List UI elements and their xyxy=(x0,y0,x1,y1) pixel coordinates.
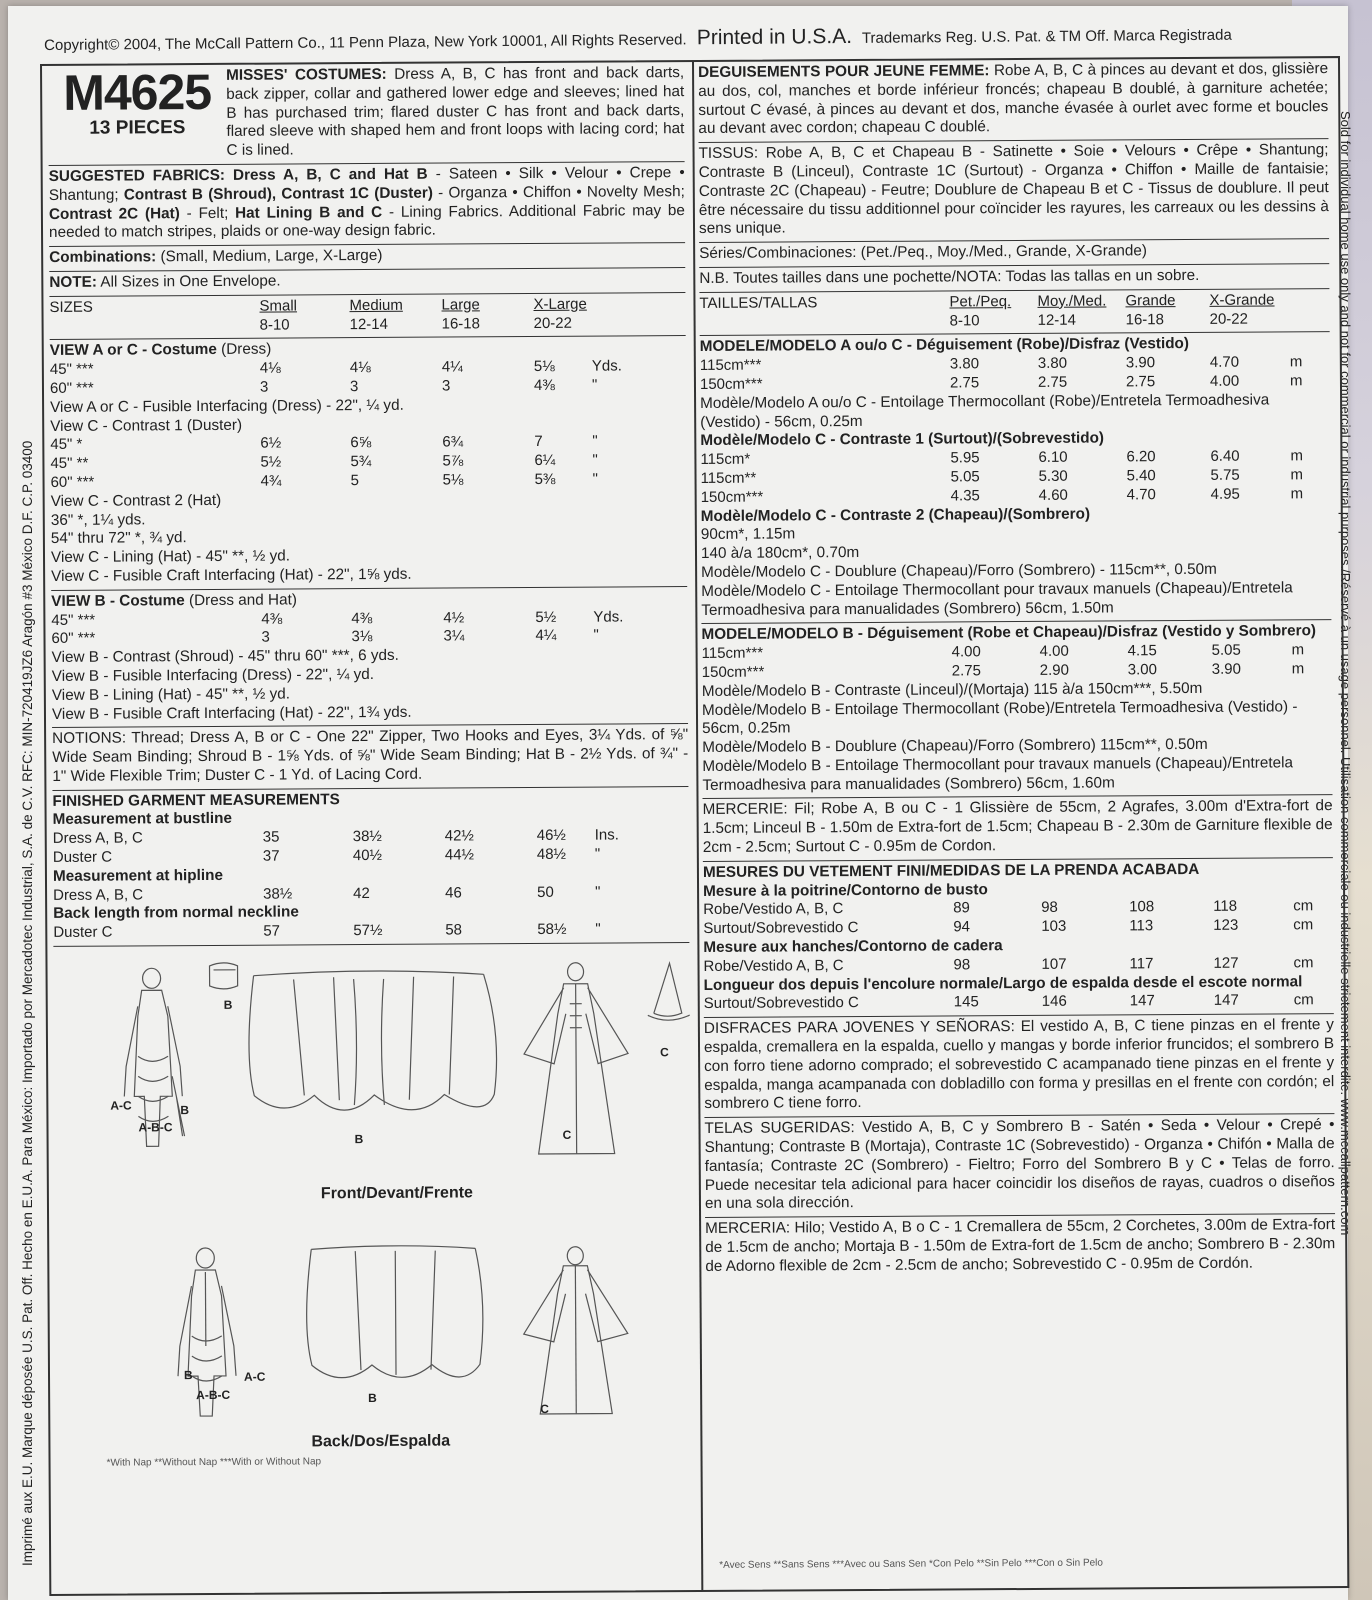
cell: 4.70 xyxy=(1126,485,1156,504)
fr-model-c-craft-interfacing: Modèle/Modelo C - Entoilage Thermocollant pour travaux manuels (Chapeau)/Entretela Termoadhesiva para manualidades (Sombrero) 56cm, 1.50m xyxy=(701,579,1293,619)
sizes-header xyxy=(49,293,685,340)
cell: 6.20 xyxy=(1126,448,1156,466)
fabrics-text: - Felt; xyxy=(179,204,236,222)
cell: 147 xyxy=(1213,992,1239,1010)
fr-model-c-contrast2-a: 90cm*, 1.15m xyxy=(700,525,796,544)
fr-model-c-contrast2-b: 140 à/a 180cm*, 0.70m xyxy=(700,544,860,563)
fr-model-b-lining: Modèle/Modelo B - Doublure (Chapeau)/Forro (Sombrero) 115cm**, 0.50m xyxy=(702,735,1208,757)
cell: 4⅜ xyxy=(533,376,555,394)
cell: 6¾ xyxy=(442,433,464,451)
cell: 2.75 xyxy=(949,374,980,392)
es-merceria: MERCERIA: Hilo; Vestido A, B o C - 1 Cremallera de 55cm, 2 Corchetes, 3.00m de Extra-fort de 1.5cm de ancho; Mortaja B - 1.50m de Extra-fort de 1.5cm de ancho; Sombrero B - 2.30m de Adorno flexible de 2cm - 2.5cm de ancho; Sobrevestido C - 0.95m de Cordón. xyxy=(705,1216,1336,1275)
fr-model-b-contrast: Modèle/Modelo B - Contraste (Linceul)/(Mortaja) 115 à/a 150cm***, 5.50m xyxy=(701,679,1203,700)
pattern-pieces: 13 PIECES xyxy=(89,117,186,139)
fabrics-text: - Lining Fabrics. Additional Fabric may be needed to match stripes, plaids or one-way design fabric. xyxy=(48,201,685,242)
note-text: All Sizes in One Envelope. xyxy=(96,272,281,291)
size-name: Large xyxy=(441,296,480,314)
finished-garment-measurements xyxy=(52,787,689,947)
size-name: Pet./Peq. xyxy=(949,292,1012,311)
cell: 6⅝ xyxy=(350,434,372,452)
cell: 6¼ xyxy=(534,452,556,470)
description-text: Dress A, B, C has front and back darts, back zipper, collar and gathered lower edge and sleeves; lined hat B has purchased trim; flared duster C has front and back darts, flared sleeve with shaped hem and front loops with lacing cord; hat C is lined. xyxy=(226,64,685,160)
metrage-table xyxy=(700,447,1320,507)
cell: 4.00 xyxy=(1039,642,1069,661)
fr-sizes-label: TAILLES/TALLAS xyxy=(699,294,818,312)
cell: 3 xyxy=(261,628,270,646)
cell: 5 xyxy=(350,471,359,490)
unit: " xyxy=(591,376,598,394)
cell: 98 xyxy=(1041,899,1058,917)
fig-label-b: B xyxy=(223,997,233,1012)
table-row xyxy=(53,845,653,867)
cell: 4⅛ xyxy=(259,359,281,377)
fr-model-b-interfacing: Modèle/Modelo B - Entoilage Thermocollant (Robe)/Entretela Termoadhesiva (Vestido) - 56cm, 0.25m xyxy=(701,697,1298,738)
cell: 37 xyxy=(262,847,280,865)
copyright-text: Copyright© 2004, The McCall Pattern Co., 11 Penn Plaza, New York 10001, All Rights Reserved. xyxy=(44,31,687,54)
cell: 4⅛ xyxy=(349,359,371,377)
garment: Dress A, B, C xyxy=(53,886,144,904)
size-range: 20-22 xyxy=(533,314,573,332)
fig-label-b: B xyxy=(354,1132,364,1147)
fabric-width: 45" ** xyxy=(50,454,89,473)
fr-mercerie: MERCERIE: Fil; Robe A, B ou C - 1 Glissière de 55cm, 2 Agrafes, 3.00m d'Extra-fort de 1.5cm; Linceul B - 1.50m de Extra-fort de 1.5cm; Chapeau B - 2.30m de Garniture flexible de 2cm - 2.5cm; Surtout C - 0.95m de Cordon. xyxy=(703,796,1333,862)
cell: 4⅜ xyxy=(351,609,373,627)
cell: 2.75 xyxy=(1125,373,1156,391)
cell: 4.00 xyxy=(951,643,981,661)
cell: 35 xyxy=(262,828,280,846)
unit: " xyxy=(592,432,598,450)
back-duster-drawing xyxy=(523,1246,628,1414)
size-range: 16-18 xyxy=(1125,310,1165,328)
cell: 42 xyxy=(353,884,370,902)
cell: 123 xyxy=(1213,916,1239,935)
fabric-width: 45" *** xyxy=(51,611,96,629)
pattern-envelope-back xyxy=(8,6,1353,1600)
sizes-table xyxy=(49,295,624,336)
unit: cm xyxy=(1293,916,1314,934)
french-spanish-column xyxy=(698,58,1335,1279)
fig-label-ac: A-C xyxy=(243,1369,266,1384)
view-ac-interfacing: View A or C - Fusible Interfacing (Dress) - 22", ¼ yd. xyxy=(50,396,404,416)
fr-es-nap-footnote: *Avec Sens **Sans Sens ***Avec ou Sans Sen *Con Pelo **Sin Pelo ***Con o Sin Pelo xyxy=(719,1557,1103,1571)
fr-description xyxy=(698,58,1328,143)
description xyxy=(226,64,685,161)
cell: 3.90 xyxy=(1211,660,1241,678)
back-shroud-drawing xyxy=(306,1245,483,1378)
fr-mesures xyxy=(703,858,1334,1018)
size-name: Moy./Med. xyxy=(1037,292,1107,310)
cell: 3.80 xyxy=(1037,354,1068,373)
size-range: 16-18 xyxy=(441,314,481,333)
fr-title: DEGUISEMENTS POUR JEUNE FEMME: xyxy=(698,62,990,81)
copyright-line xyxy=(44,21,1334,56)
es-telas: TELAS SUGERIDAS: Vestido A, B, C y Sombrero B - Satén • Seda • Velour • Crepé • Shantung; Contraste B (Mortaja), Contraste 1C (Sobrevestido) - Organza • Chifón • Malla de fantasía; Contraste 2C (Sombrero) - Fieltro; Forro del Sombrero B y C • Telas de forro. Puede necesitar tela adicional para hacer coincidir los diseños de rayas, cuadros o diseños en una sola dirección. xyxy=(704,1114,1335,1218)
nap-footnote: *With Nap **Without Nap ***With or Without Nap xyxy=(106,1456,322,1469)
garment: Surtout/Sobrevestido C xyxy=(703,994,859,1013)
cell: 5.05 xyxy=(1211,641,1241,659)
fabric-width: 45" * xyxy=(50,436,83,454)
fig-label-b: B xyxy=(180,1103,190,1118)
suggested-fabrics xyxy=(49,162,685,247)
fabric-width: 45" *** xyxy=(49,360,94,379)
cell: 46 xyxy=(445,884,462,902)
cell: 4.00 xyxy=(1209,372,1240,390)
cell: 5.75 xyxy=(1210,466,1240,484)
metrage-table xyxy=(700,353,1320,394)
fabrics-contrast-hat: Contrast 2C (Hat) xyxy=(48,204,180,223)
cell: 3⅛ xyxy=(351,628,373,646)
fr-mesures-title: MESURES DU VETEMENT FINI/MEDIDAS DE LA PRENDA ACABADA xyxy=(702,860,1200,881)
pattern-number: M4625 xyxy=(63,63,212,121)
cell: 89 xyxy=(953,899,970,917)
size-range: 12-14 xyxy=(349,315,389,333)
fabric-width: 60" *** xyxy=(51,629,96,648)
fr-model-b-title: MODELE/MODELO B - Déguisement (Robe et Chapeau)/Disfraz (Vestido y Sombrero) xyxy=(701,622,1317,644)
size-name: Medium xyxy=(349,296,403,314)
view-b-interfacing: View B - Fusible Interfacing (Dress) - 22", ¼ yd. xyxy=(51,665,375,685)
yardage-table xyxy=(50,433,650,493)
cell: 3.90 xyxy=(1125,354,1156,372)
note-label: NOTE: xyxy=(49,273,97,291)
fabrics-contrast: Contrast B (Shroud), Contrast 1C (Duster) xyxy=(123,184,433,204)
cell: 108 xyxy=(1129,898,1155,916)
technical-drawings xyxy=(53,943,692,1467)
cell: 6.40 xyxy=(1210,447,1240,465)
cell: 5½ xyxy=(535,608,557,626)
unit: " xyxy=(593,626,599,644)
front-caption: Front/Devant/Frente xyxy=(320,1184,473,1203)
cell: 113 xyxy=(1129,917,1154,935)
yardage-table xyxy=(50,357,650,398)
size-name: X-Large xyxy=(533,295,587,313)
garment: Surtout/Sobrevestido C xyxy=(703,919,859,938)
unit: Ins. xyxy=(594,826,619,844)
metrage-table xyxy=(702,641,1322,682)
fabrics-label: SUGGESTED FABRICS: Dress A, B, C and Hat B xyxy=(48,165,428,185)
cell: 5¾ xyxy=(350,453,372,471)
cell: 3 xyxy=(441,377,451,395)
unit: " xyxy=(592,451,598,469)
fig-label-c: C xyxy=(540,1401,549,1417)
fabric-width: 115cm*** xyxy=(701,644,764,663)
right-side-legal-text: Sold for individual home use only and not for commercial or industrial purposes./Réservé à un usage personnel. Utilisation commerciale ou industrielle strictement interdite. www.mccallpattern.com xyxy=(1338,111,1353,1236)
cell: 4.60 xyxy=(1038,486,1068,504)
cell: 4.70 xyxy=(1209,353,1240,372)
cell: 127 xyxy=(1213,954,1239,972)
table-row xyxy=(702,660,1322,683)
unit: cm xyxy=(1293,991,1314,1009)
front-shroud-drawing xyxy=(249,970,497,1111)
fgm-title: FINISHED GARMENT MEASUREMENTS xyxy=(52,790,340,810)
description-title: MISSES' COSTUMES: xyxy=(226,65,387,84)
unit: " xyxy=(595,883,601,901)
printed-in: Printed in U.S.A. xyxy=(696,24,853,50)
fig-label-abc: A-B-C xyxy=(138,1120,173,1135)
cell: 4½ xyxy=(443,608,465,627)
cell: 50 xyxy=(537,883,554,901)
cell: 4.15 xyxy=(1127,642,1157,660)
cell: 4.35 xyxy=(950,487,980,505)
unit: m xyxy=(1290,466,1304,484)
hat-c-drawing xyxy=(648,963,690,1020)
size-name: Grande xyxy=(1125,291,1176,310)
fr-description-text: Robe A, B, C à pinces au devant et dos, glissière au dos, col, manches et borde inférieur froncés; chapeau B doublé, à garniture achetée; surtout C évasé, à pinces au devant et dos, manche évasée à ourlet avec forme et boucles au devant avec cordon; chapeau C doublé. xyxy=(698,60,1329,138)
unit: m xyxy=(1291,641,1305,659)
view-subtitle: (Dress) xyxy=(216,340,272,359)
cell: 4¼ xyxy=(535,627,557,645)
yardage-table xyxy=(51,608,651,649)
view-c-lining: View C - Lining (Hat) - 45" **, ½ yd. xyxy=(50,547,291,567)
cell: 94 xyxy=(953,918,971,936)
fr-model-c-lining: Modèle/Modelo C - Doublure (Chapeau)/Forro (Sombrero) - 115cm**, 0.50m xyxy=(701,560,1217,581)
fr-mesures-hip: Mesure aux hanches/Contorno de cadera xyxy=(703,937,1003,957)
fr-sizes-table xyxy=(699,291,1299,332)
cell: 46½ xyxy=(536,827,566,845)
fr-series: Séries/Combinaciones: (Pet./Peq., Moy./Med., Grande, X-Grande) xyxy=(699,239,1329,268)
unit: m xyxy=(1290,447,1303,465)
cell: 3 xyxy=(259,378,269,396)
cell: 44½ xyxy=(444,846,475,864)
cell: 118 xyxy=(1213,898,1238,916)
cell: 5⅜ xyxy=(534,470,556,488)
fabric-width: 115cm** xyxy=(700,469,757,487)
view-c-contrast1: View C - Contrast 1 (Duster) xyxy=(50,416,243,435)
cell: 4.95 xyxy=(1210,485,1240,503)
fgm-back-label: Back length from normal neckline xyxy=(53,903,299,923)
unit: cm xyxy=(1293,954,1314,972)
hat-b-drawing xyxy=(209,963,237,989)
fig-label-c: C xyxy=(660,1045,669,1060)
front-duster-drawing xyxy=(524,962,629,1154)
back-caption: Back/Dos/Espalda xyxy=(311,1432,451,1451)
garment: Dress A, B, C xyxy=(52,829,143,848)
cell: 38½ xyxy=(263,885,293,903)
cell: 5⅛ xyxy=(533,358,555,376)
pattern-id-block xyxy=(48,63,227,162)
cell: 40½ xyxy=(352,847,383,865)
unit: m xyxy=(1289,353,1303,371)
cell: 5⅛ xyxy=(442,471,464,489)
cell: 117 xyxy=(1129,955,1154,973)
unit: " xyxy=(592,470,598,488)
fr-model-c-contrast1: Modèle/Modelo C - Contraste 1 (Surtout)/(Sobrevestido) xyxy=(700,429,1105,450)
cell: 5.95 xyxy=(950,449,980,467)
view-b-yardage xyxy=(51,587,688,728)
cell: 3¼ xyxy=(443,627,465,645)
cell: 146 xyxy=(1041,993,1067,1011)
size-range: 20-22 xyxy=(1209,310,1249,328)
cell: 5⅞ xyxy=(442,452,464,470)
cell: 38½ xyxy=(352,828,382,846)
cell: 3.80 xyxy=(949,355,980,373)
unit: m xyxy=(1291,660,1305,678)
fig-label-c: C xyxy=(562,1127,572,1142)
cell: 4⅜ xyxy=(261,610,283,628)
table-row xyxy=(701,485,1321,508)
cell: 5½ xyxy=(260,453,282,471)
fr-model-ac-title: MODELE/MODELO A ou/o C - Déguisement (Robe)/Disfraz (Vestido) xyxy=(699,335,1190,356)
fabric-width: 150cm*** xyxy=(699,375,763,393)
view-title: VIEW A or C - Costume xyxy=(49,341,217,360)
fr-model-c-contrast2: Modèle/Modelo C - Contraste 2 (Chapeau)/(Sombrero) xyxy=(700,505,1091,525)
fig-label-ac: A-C xyxy=(110,1098,132,1113)
cell: 5.05 xyxy=(950,468,980,486)
fr-model-b xyxy=(701,620,1332,799)
cell: 48½ xyxy=(536,845,567,864)
combinations-value: (Small, Medium, Large, X-Large) xyxy=(156,247,383,266)
measurement-table xyxy=(704,992,1324,1015)
cell: 2.75 xyxy=(951,662,981,680)
garment: Duster C xyxy=(53,923,113,942)
fr-note: N.B. Toutes tailles dans une pochette/NOTA: Todas las tallas en un sobre. xyxy=(699,264,1329,293)
fr-sizes-header xyxy=(699,289,1329,336)
table-row xyxy=(53,921,653,943)
cell: 147 xyxy=(1129,992,1155,1010)
english-column xyxy=(48,62,693,1467)
view-ac-yardage xyxy=(50,336,688,590)
fabric-width: 150cm*** xyxy=(701,663,765,681)
size-range: 8-10 xyxy=(259,316,290,334)
cell: 57 xyxy=(263,922,281,940)
fabric-width: 60" *** xyxy=(50,473,95,491)
size-range: 12-14 xyxy=(1037,311,1077,329)
fabrics-hat-lining: Hat Lining B and C xyxy=(235,203,383,222)
table-row xyxy=(703,916,1323,939)
cell: 3 xyxy=(349,378,359,396)
cell: 42½ xyxy=(444,827,474,845)
fr-model-b-craft-interfacing: Modèle/Modelo B - Entoilage Thermocollant pour travaux manuels (Chapeau)/Entretela Termoadhesiva para manualidades (Sombrero) 56cm, 1.60m xyxy=(702,754,1294,794)
left-side-legal-text: Imprimé aux E.U. Marque déposée U.S. Pat. Off. Hecho en E.U.A. Para México: Importado por Mercadotec Industrial, S.A. de C.V. RFC: MIN-720419JZ6 Aragón #3 México D.F. C.P. 03400 xyxy=(20,440,35,1566)
cell: 57½ xyxy=(353,922,383,940)
view-c-contrast2: View C - Contrast 2 (Hat) xyxy=(50,491,222,510)
unit: m xyxy=(1290,485,1304,503)
size-range: 8-10 xyxy=(949,311,980,330)
fr-mesures-bust: Mesure à la poitrine/Contorno de busto xyxy=(703,880,988,900)
cell: 58 xyxy=(445,921,463,939)
measurement-table xyxy=(703,898,1323,939)
view-b-contrast: View B - Contrast (Shroud) - 45" thru 60" ***, 6 yds. xyxy=(51,646,399,667)
fabric-width: 115cm* xyxy=(700,450,751,469)
fabrics-text: - Sateen • Silk • Velour • Crepe • Shantung; xyxy=(48,164,685,204)
cell: 107 xyxy=(1041,955,1067,973)
table-row xyxy=(704,992,1324,1015)
cell: 103 xyxy=(1041,918,1067,936)
fabric-width: 115cm*** xyxy=(699,356,762,375)
cell: 2.75 xyxy=(1037,373,1068,391)
fig-label-b: B xyxy=(183,1368,193,1383)
garment: Robe/Vestido A, B, C xyxy=(703,956,844,975)
cell: 7 xyxy=(534,433,543,451)
size-name: X-Grande xyxy=(1209,291,1275,309)
fabric-width: 150cm*** xyxy=(700,488,764,506)
fr-fabrics: TISSUS: Robe A, B, C et Chapeau B - Satinette • Soie • Velours • Crêpe • Shantung; Contraste B (Linceul), Contraste 1C (Surtout) - Organza • Chiffon • Maille de fantaisie; Contraste 2C (Chapeau) - Feutre; Doublure de Chapeau B et C - Tissus de doublure. Il peut être nécessaire du tissu additionnel pour coïncider les rayures, les carreaux ou les dessins à sens unique. xyxy=(698,139,1329,243)
size-name: Small xyxy=(259,297,298,315)
fig-label-b: B xyxy=(368,1391,377,1406)
unit: Yds. xyxy=(593,607,624,626)
cell: 58½ xyxy=(537,921,567,939)
unit: " xyxy=(594,845,601,863)
combinations-label: Combinations: xyxy=(49,248,157,267)
unit: cm xyxy=(1293,897,1314,915)
cell: 6.10 xyxy=(1038,448,1068,467)
view-subtitle: (Dress and Hat) xyxy=(184,591,297,609)
cell: 4¾ xyxy=(260,472,282,490)
unit: m xyxy=(1289,372,1303,390)
fr-mesures-back: Longueur dos depuis l'encolure normale/Largo de espalda desde el escote normal xyxy=(703,972,1303,994)
unit: " xyxy=(595,920,601,938)
fr-model-ac xyxy=(700,332,1332,624)
fr-model-ac-interfacing: Modèle/Modelo A ou/o C - Entoilage Thermocollant (Robe)/Entretela Termoadhesiva (Vestido) - 56cm, 0.25m xyxy=(700,391,1270,431)
view-b-lining: View B - Lining (Hat) - 45" **, ½ yd. xyxy=(51,685,291,704)
cell: 3.00 xyxy=(1127,661,1157,679)
view-c-craft-interfacing: View C - Fusible Craft Interfacing (Hat) - 22", 1⅝ yds. xyxy=(51,565,412,585)
garment: Duster C xyxy=(52,848,113,867)
cell: 6½ xyxy=(260,434,282,453)
garment: Robe/Vestido A, B, C xyxy=(703,900,844,919)
sizes-label: SIZES xyxy=(49,298,93,316)
cell: 5.40 xyxy=(1126,467,1156,485)
cell: 5.30 xyxy=(1038,467,1068,485)
cell: 2.90 xyxy=(1039,661,1069,679)
view-b-craft-interfacing: View B - Fusible Craft Interfacing (Hat) - 22", 1¾ yds. xyxy=(51,703,412,723)
measurement-table xyxy=(53,827,653,868)
measurement-table xyxy=(53,921,653,943)
view-title: VIEW B - Costume xyxy=(51,591,185,610)
fig-label-abc: A-B-C xyxy=(196,1387,231,1403)
fabric-width: 60" *** xyxy=(49,379,94,397)
view-c-contrast2-b: 54" thru 72" *, ¾ yd. xyxy=(50,529,187,548)
cell: 4¼ xyxy=(441,358,463,376)
cell: 145 xyxy=(953,993,979,1011)
notions: NOTIONS: Thread; Dress A, B or C - One 22" Zipper, Two Hooks and Eyes, 3¼ Yds. of ⅝" Wide Seam Binding; Shroud B - 1⅝ Yds. of ⅝" Wide Seam Binding; Hat B - 2½ Yds. of ¾" - 1" Wide Flexible Trim; Duster C - 1 Yd. of Lacing Cord. xyxy=(52,724,688,790)
fgm-bust-label: Measurement at bustline xyxy=(52,810,233,829)
fgm-hip-label: Measurement at hipline xyxy=(52,866,224,885)
trademark-text: Trademarks Reg. U.S. Pat. & TM Off. Marca Registrada xyxy=(861,26,1232,47)
fabrics-text: - Organza • Chiffon • Novelty Mesh; xyxy=(432,182,685,202)
unit: Yds. xyxy=(591,357,622,375)
es-disfraces: DISFRACES PARA JOVENES Y SEÑORAS: El vestido A, B, C tiene pinzas en el frente y espalda, cremallera en la espalda, cuello y mangas y borde inferior fruncidos; el sombrero B con forro tiene adorno comprado; el sobrevestido C acampanado tiene pinzas en el frente y espalda, manga acampanada con dobladillo con forma y presillas en el frente con cordón; el sombrero C tiene forro. xyxy=(704,1014,1335,1118)
view-c-contrast2-a: 36" *, 1¼ yds. xyxy=(50,510,146,529)
main-info-box xyxy=(40,56,1349,1596)
cell: 98 xyxy=(953,956,971,974)
pattern-header xyxy=(48,62,685,166)
